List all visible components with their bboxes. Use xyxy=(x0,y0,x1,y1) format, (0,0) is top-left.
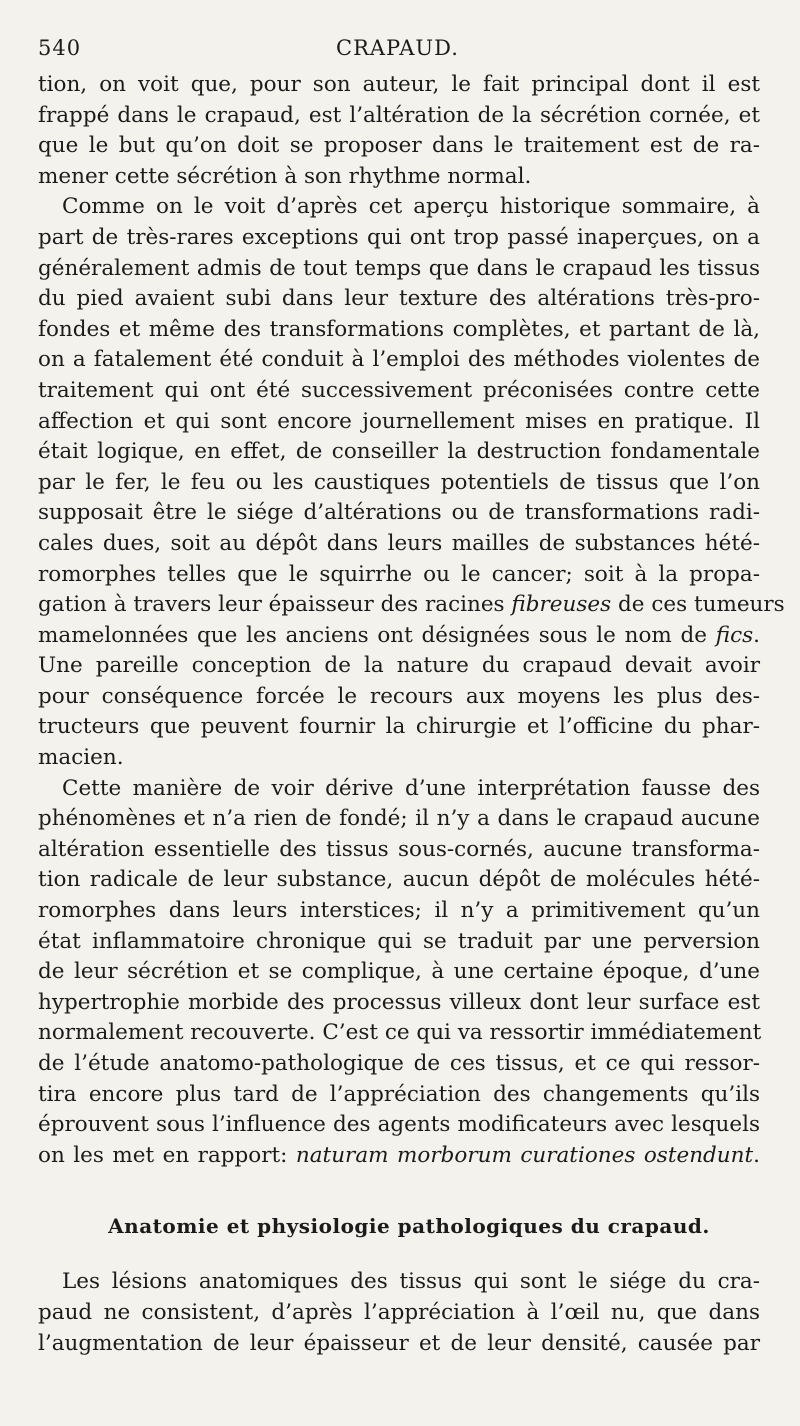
paragraph xyxy=(38,774,760,1172)
text-line: part de très-rares exceptions qui ont trop passé inaperçues, on a xyxy=(38,224,760,250)
text-line: macien. xyxy=(38,745,124,771)
text-line: généralement admis de tout temps que dans le crapaud les tissus xyxy=(38,255,760,281)
text-line: tira encore plus tard de l’appréciation des changements qu’ils xyxy=(38,1081,760,1107)
text-line: de leur sécrétion et se complique, à une certaine époque, d’une xyxy=(38,959,760,985)
text-line: Comme on le voit d’après cet aperçu historique sommaire, à xyxy=(62,194,760,220)
text-line: cales dues, soit au dépôt dans leurs mailles de substances hété- xyxy=(38,530,760,556)
text-line: pour conséquence forcée le recours aux moyens les plus des- xyxy=(38,683,760,709)
text-line: était logique, en effet, de conseiller la destruction fondamentale xyxy=(38,439,760,465)
text-line: éprouvent sous l’influence des agents modificateurs avec lesquels xyxy=(38,1112,760,1138)
text-line: Cette manière de voir dérive d’une interprétation fausse des xyxy=(62,775,760,801)
text-line: que le but qu’on doit se proposer dans le traitement est de ra- xyxy=(38,133,760,159)
text-line: on a fatalement été conduit à l’emploi des méthodes violentes de xyxy=(38,347,760,373)
text-line: traitement qui ont été successivement préconisées contre cette xyxy=(38,377,760,403)
heading-spacer xyxy=(38,1171,760,1211)
text-line: mener cette sécrétion à son rhythme normal. xyxy=(38,163,532,189)
text-line: l’augmentation de leur épaisseur et de leur densité, causée par xyxy=(38,1330,760,1356)
text-line: mamelonnées que les anciens ont désignées sous le nom de fics. xyxy=(38,622,760,648)
text-line: paud ne consistent, d’après l’appréciation à l’œil nu, que dans xyxy=(38,1299,760,1325)
text-line: du pied avaient subi dans leur texture des altérations très-pro- xyxy=(38,286,760,312)
text-line: fondes et même des transformations complètes, et partant de là, xyxy=(38,316,760,342)
text-line: normalement recouverte. C’est ce qui va ressortir immédiatement xyxy=(38,1020,762,1046)
text-line: altération essentielle des tissus sous-cornés, aucune transforma- xyxy=(38,836,760,862)
page-number: 540 xyxy=(38,36,82,60)
body-text xyxy=(38,70,785,1359)
paragraph xyxy=(38,1267,760,1359)
text-line: tion radicale de leur substance, aucun dépôt de molécules hété- xyxy=(38,867,760,893)
paragraph xyxy=(38,70,760,192)
section-heading: Anatomie et physiologie pathologiques du crapaud. xyxy=(108,1214,710,1239)
text-line: romorphes telles que le squirrhe ou le cancer; soit à la propa- xyxy=(38,561,760,587)
text-line: de l’étude anatomo-pathologique de ces tissus, et ce qui ressor- xyxy=(38,1051,760,1076)
text-line: Les lésions anatomiques des tissus qui sont le siége du cra- xyxy=(62,1269,760,1295)
text-line: phénomènes et n’a rien de fondé; il n’y a dans le crapaud aucune xyxy=(38,806,760,832)
text-line: gation à travers leur épaisseur des racines fibreuses de ces tumeurs xyxy=(38,592,785,618)
running-title: CRAPAUD. xyxy=(336,36,459,60)
text-line: par le fer, le feu ou les caustiques potentiels de tissus que l’on xyxy=(38,469,760,495)
text-line: hypertrophie morbide des processus villeux dont leur surface est xyxy=(38,989,760,1015)
text-line: supposait être le siége d’altérations ou de transformations radi- xyxy=(38,500,760,526)
text-line: romorphes dans leurs interstices; il n’y a primitivement qu’un xyxy=(38,898,760,924)
text-line: tructeurs que peuvent fournir la chirurgie et l’officine du phar- xyxy=(38,714,760,740)
text-line: Une pareille conception de la nature du crapaud devait avoir xyxy=(38,653,760,679)
paragraph xyxy=(38,192,785,773)
text-line: tion, on voit que, pour son auteur, le fait principal dont il est xyxy=(38,72,760,97)
text-line: on les met en rapport: naturam morborum curationes ostendunt. xyxy=(38,1142,760,1168)
running-head xyxy=(38,30,760,70)
text-line: affection et qui sont encore journellement mises en pratique. Il xyxy=(38,408,760,434)
text-line: état inflammatoire chronique qui se traduit par une perversion xyxy=(38,928,760,954)
text-line: frappé dans le crapaud, est l’altération de la sécrétion cornée, et xyxy=(38,102,760,128)
